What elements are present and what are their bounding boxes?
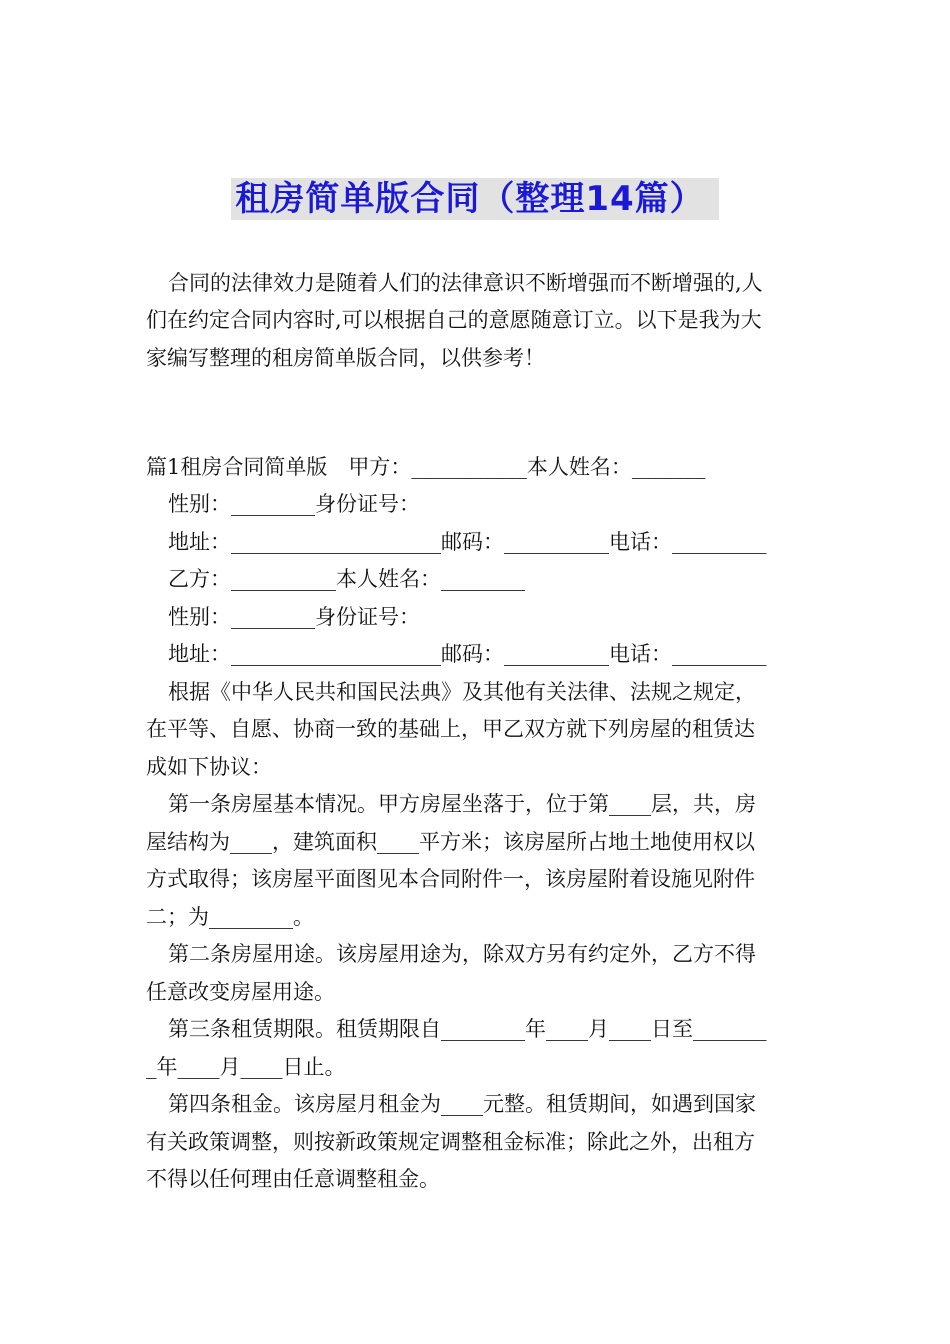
contract-paragraph-line: 在平等、自愿、协商一致的基础上，甲乙双方就下列房屋的租赁达: [146, 717, 755, 741]
article-4-line: 有关政策调整，则按新政策规定调整租金标准；除此之外，出租方: [146, 1130, 755, 1154]
article-3-line: _年____月____日止。: [146, 1055, 346, 1079]
party-b-line: 乙方：__________本人姓名：________: [168, 567, 525, 591]
party-b-gender-line: 性别：________身份证号：: [168, 605, 420, 629]
party-a-gender-line: 性别：________身份证号：: [168, 492, 420, 516]
article-2-line: 第二条房屋用途。该房屋用途为，除双方另有约定外，乙方不得: [168, 942, 756, 966]
article-1-line: 二；为________。: [146, 905, 314, 929]
party-a-address-line: 地址：____________________邮码：__________电话：_________: [168, 530, 767, 554]
intro-line: 们在约定合同内容时,可以根据自己的意愿随意订立。以下是我为大: [146, 308, 762, 332]
article-1-line: 第一条房屋基本情况。甲方房屋坐落于，位于第____层，共，房: [168, 792, 756, 816]
article-2-line: 任意改变房屋用途。: [146, 980, 335, 1004]
document-title: 租房简单版合同（整理14篇）: [231, 178, 718, 220]
article-3-line: 第三条租赁期限。租赁期限自________年____月____日至_______: [168, 1017, 767, 1041]
intro-line: 合同的法律效力是随着人们的法律意识不断增强而不断增强的,人: [168, 271, 763, 295]
contract-heading-line: 篇1租房合同简单版 甲方：___________本人姓名：_______: [146, 455, 706, 479]
article-4-line: 第四条租金。该房屋月租金为____元整。租赁期间，如遇到国家: [168, 1092, 756, 1116]
title-container: [0, 178, 950, 220]
party-b-address-line: 地址：____________________邮码：__________电话：_________: [168, 642, 767, 666]
contract-paragraph-line: 根据《中华人民共和国民法典》及其他有关法律、法规之规定，: [168, 680, 756, 704]
intro-line: 家编写整理的租房简单版合同，以供参考！: [146, 346, 545, 370]
contract-paragraph-line: 成如下协议：: [146, 755, 272, 779]
article-1-line: 方式取得；该房屋平面图见本合同附件一，该房屋附着设施见附件: [146, 867, 755, 891]
article-1-line: 屋结构为____，建筑面积____平方米；该房屋所占地土地使用权以: [146, 830, 755, 854]
article-4-line: 不得以任何理由任意调整租金。: [146, 1167, 440, 1191]
